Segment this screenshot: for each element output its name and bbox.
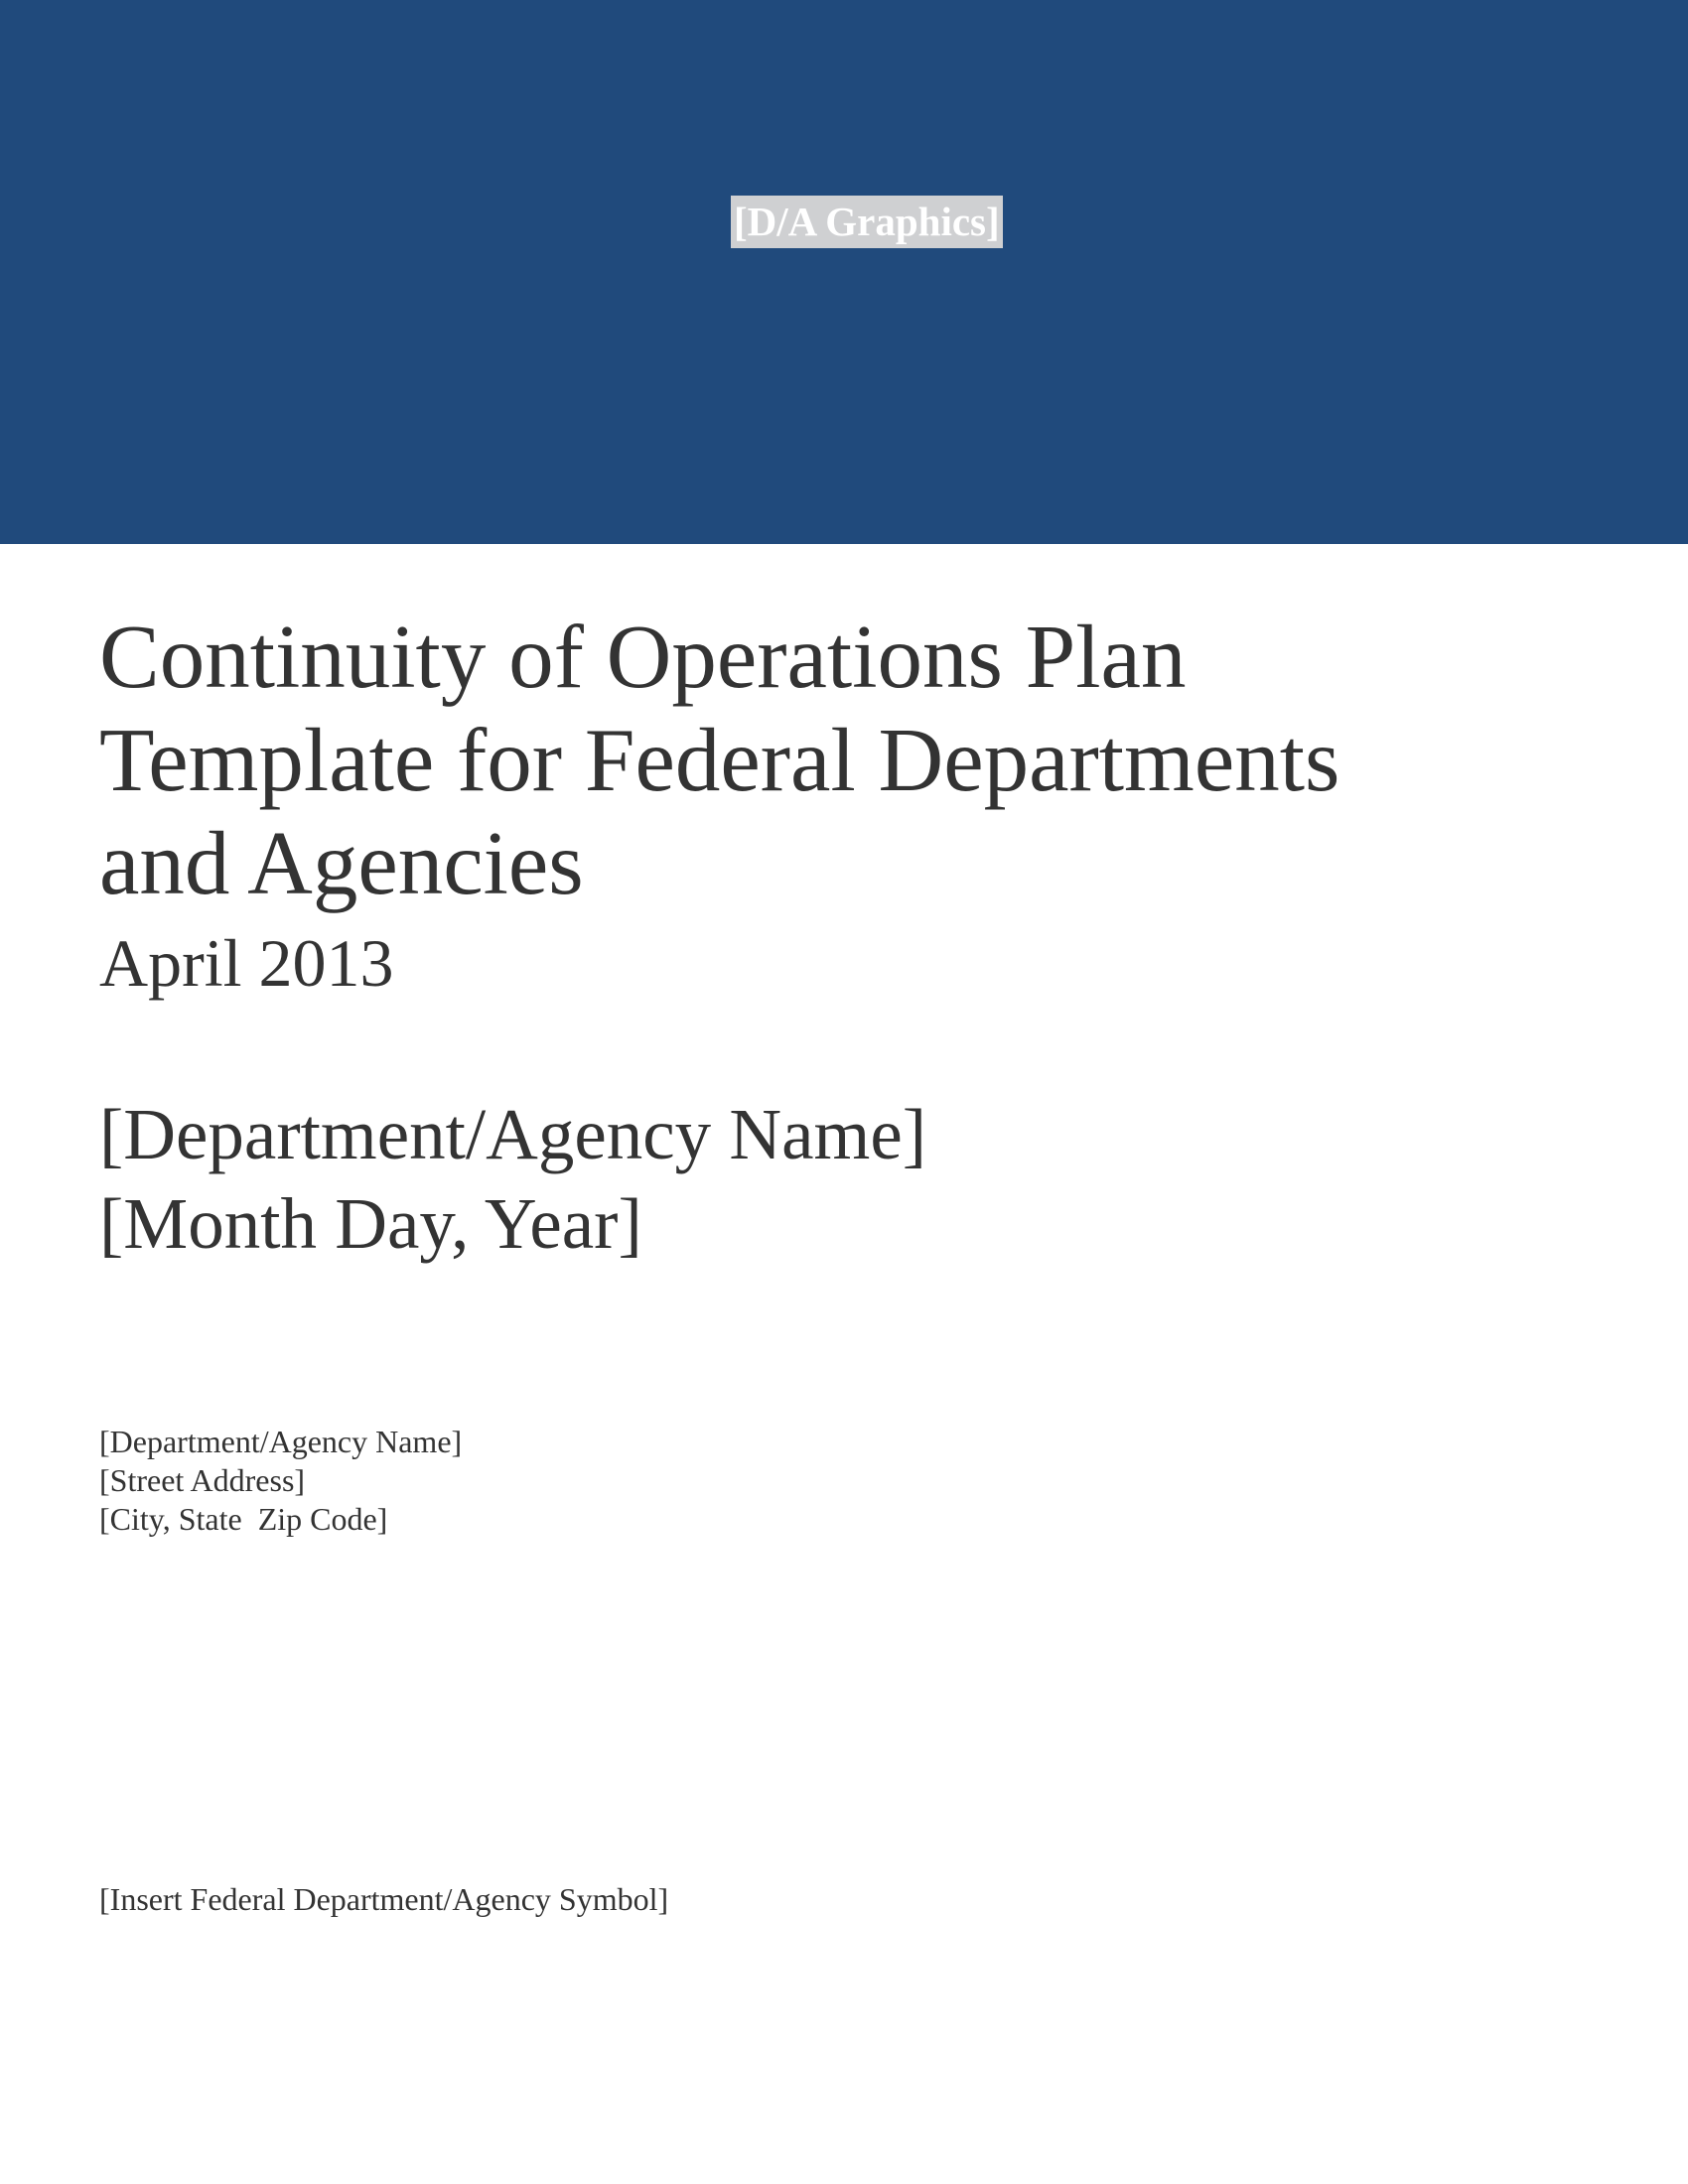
title-line: Template for Federal Departments — [99, 710, 1340, 810]
address-block — [99, 1423, 462, 1539]
title-line: Continuity of Operations Plan — [99, 607, 1187, 707]
cover-banner — [0, 0, 1688, 544]
agency-symbol-placeholder: [Insert Federal Department/Agency Symbol] — [99, 1881, 669, 1917]
date-placeholder: [Month Day, Year] — [99, 1183, 642, 1264]
graphics-placeholder: [D/A Graphics] — [731, 196, 1003, 248]
address-line: [City, State Zip Code] — [99, 1501, 388, 1537]
document-title — [99, 606, 1589, 915]
department-name-placeholder: [Department/Agency Name] — [99, 1094, 927, 1174]
title-line: and Agencies — [99, 813, 584, 913]
address-line: [Street Address] — [99, 1462, 306, 1498]
publication-date: April 2013 — [99, 925, 394, 1001]
address-line: [Department/Agency Name] — [99, 1424, 463, 1459]
